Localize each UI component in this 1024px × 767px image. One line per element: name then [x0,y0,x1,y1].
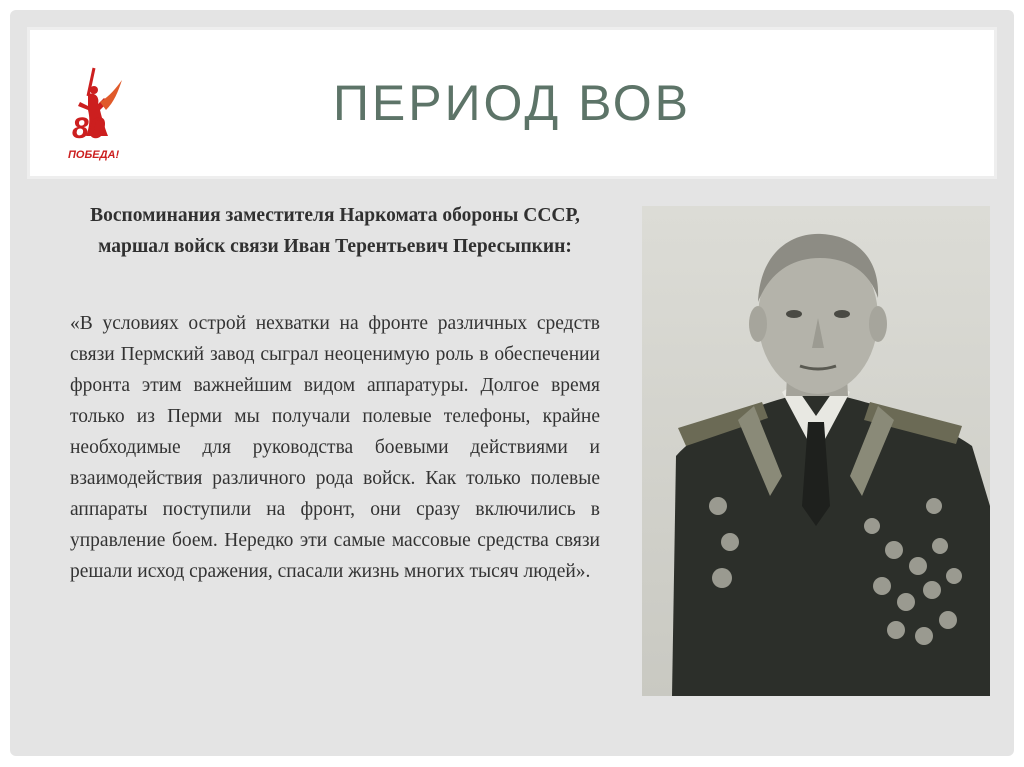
slide-title: ПЕРИОД ВОВ [332,75,692,131]
marshal-portrait-icon [642,206,990,696]
quote-heading: Воспоминания заместителя Наркомата обороны СССР, маршал войск связи Иван Терентьевич Пересыпкин: [90,205,580,257]
logo-number: 80 [72,112,106,145]
title-band [30,30,994,176]
portrait-photo [642,206,990,696]
logo-caption: ПОБЕДА! [68,149,120,161]
slide [10,10,1014,756]
quote-text: «В условиях острой нехватки на фронте различных средств связи Пермский завод сыграл неоценимую роль в обеспечении фронта этим важнейшим видом аппаратуры. Долгое время только из Перми мы получали полевые телефоны, крайне необходимые для руководства боевыми действиями и взаимодействия различного рода войск. Как только полевые аппараты поступили на фронт, они сразу включились в управление боем. Нередко эти самые массовые средства связи решали исход сражения, спасали жизнь многих тысяч людей». [70,313,600,582]
